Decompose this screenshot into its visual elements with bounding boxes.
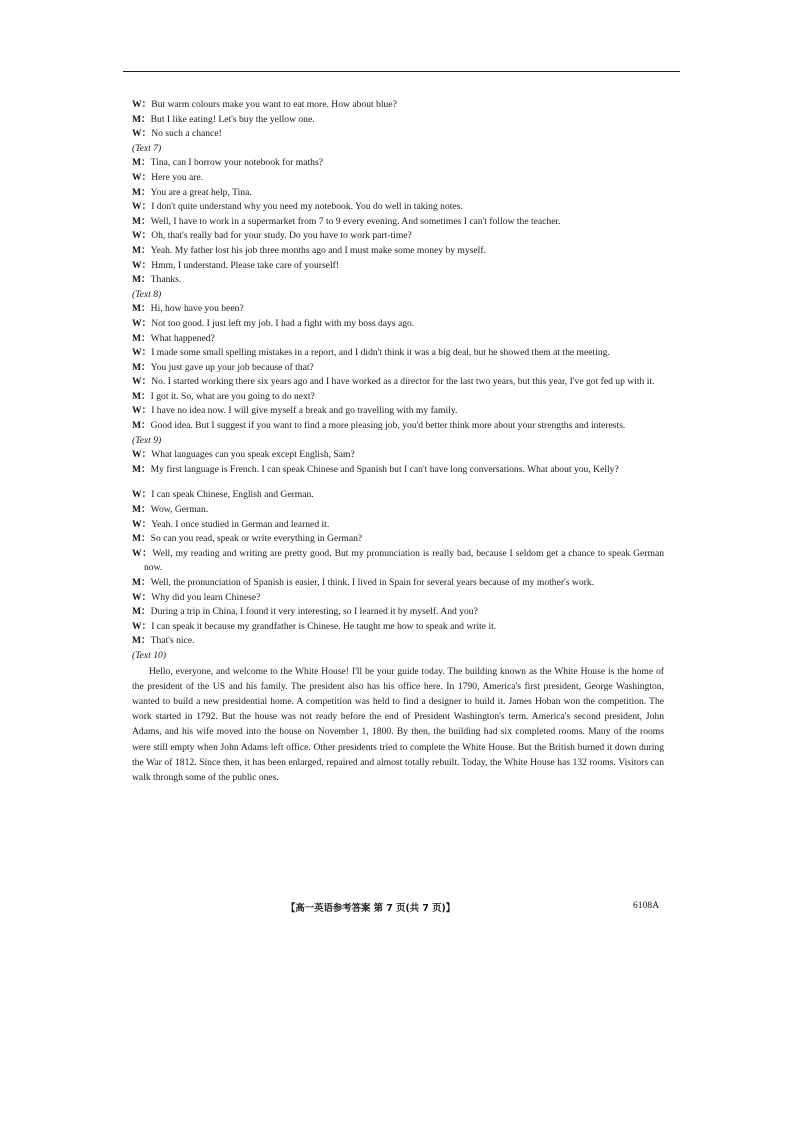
speaker-label: W： — [132, 347, 152, 359]
dialogue-line — [132, 215, 664, 230]
dialogue-line — [132, 488, 664, 503]
speaker-label: M： — [132, 420, 151, 432]
speaker-label: M： — [132, 390, 151, 402]
section-heading: (Text 10) — [132, 649, 167, 661]
dialogue-text: You just gave up your job because of that? — [150, 361, 314, 373]
dialogue-text: I have no idea now. I will give myself a break and go travelling with my family. — [151, 405, 458, 417]
speaker-label: M： — [132, 606, 151, 618]
speaker-label: M： — [132, 635, 151, 647]
dialogue-text: Well, the pronunciation of Spanish is easier, I think. I lived in Spain for several years because of my mother's work. — [150, 577, 595, 588]
dialogue-text: But warm colours make you want to eat more. How about blue? — [151, 99, 397, 110]
dialogue-text: I don't quite understand why you need my notebook. You do well in taking notes. — [151, 201, 463, 213]
speaker-label: M： — [132, 463, 151, 475]
dialogue-text: So can you read, speak or write everything in German? — [150, 533, 363, 545]
dialogue-line — [132, 332, 664, 347]
monologue-paragraph: Hello, everyone, and welcome to the White House! I'll be your guide today. The building known as the White House is the home of the president of the US and his family. The president also has his office here. In 1790, America's first president, George Washington, wanted to build a new presidential home. A competition was held to find a designer to build it. James Hoban won the competition. The work started in 1792. But the house was not ready before the end of President Washington's term. America's second president, John Adams, and his wife moved into the house on November 1, 1800. By then, the building had six completed rooms. Many of the rooms were still empty when John Adams left office. Other presidents tried to complete the White House. But the British burned it down during the War of 1812. Since then, it has been enlarged, repaired and almost totally rebuilt. Today, the White House has 132 rooms. Visitors can walk through some of the public ones. — [132, 665, 664, 783]
dialogue-text: Yeah. My father lost his job three months ago and I must make some money by myself. — [150, 244, 486, 256]
dialogue-text: I made some small spelling mistakes in a report, and I didn't think it was a big deal, but he showed them at the meeting. — [151, 347, 610, 359]
speaker-label: M： — [132, 332, 151, 344]
dialogue-text: But I like eating! Let's buy the yellow one. — [150, 113, 315, 125]
speaker-label: W： — [132, 128, 152, 140]
section-heading: (Text 7) — [132, 142, 162, 154]
dialogue-text: Hi, how have you been? — [150, 303, 244, 315]
speaker-label: W： — [132, 489, 152, 501]
speaker-label: M： — [132, 533, 151, 545]
dialogue-line — [132, 259, 664, 274]
dialogue-text: During a trip in China, I found it very interesting, so I learned it by myself. And you? — [150, 606, 478, 618]
speaker-label: M： — [132, 504, 151, 516]
speaker-label: M： — [132, 361, 151, 373]
speaker-label: W： — [132, 449, 152, 461]
footer-page-info: 【高一英语参考答案 第 7 页(共 7 页)】 — [286, 903, 456, 914]
section-heading: (Text 8) — [132, 288, 162, 300]
speaker-label: W： — [132, 518, 152, 530]
dialogue-text: Wow, German. — [150, 504, 209, 516]
speaker-label: M： — [132, 303, 151, 315]
page-body — [132, 98, 664, 785]
speaker-label: M： — [132, 244, 151, 256]
top-rule — [123, 71, 680, 72]
dialogue-line — [132, 229, 664, 244]
dialogue-text: I can speak Chinese, English and German. — [151, 489, 314, 501]
dialogue-text: Oh, that's really bad for your study. Do you have to work part-time? — [151, 230, 412, 242]
dialogue-line — [132, 113, 664, 128]
dialogue-line — [132, 503, 664, 518]
dialogue-line — [132, 547, 664, 576]
dialogue-line — [132, 605, 664, 620]
dialogue-line — [132, 244, 664, 259]
dialogue-text: Well, my reading and writing are pretty good. But my pronunciation is really bad, because I seldom get a chance to speak German now. — [144, 547, 665, 574]
dialogue-text: Good idea. But I suggest if you want to find a more pleasing job, you'd better think more about your strengths and interests. — [150, 420, 626, 432]
dialogue-line — [132, 620, 664, 635]
dialogue-line — [132, 419, 664, 434]
dialogue-line — [132, 200, 664, 215]
speaker-label: W： — [132, 259, 152, 271]
speaker-label: M： — [132, 215, 151, 227]
dialogue-line — [132, 448, 664, 463]
speaker-label: W： — [132, 591, 152, 603]
dialogue-text: What languages can you speak except English, Sam? — [151, 449, 355, 461]
speaker-label: M： — [132, 186, 151, 198]
dialogue-text: No. I started working there six years ago and I have worked as a director for the last two years, but this year, I've got fed up with it. — [151, 376, 655, 388]
speaker-label: W： — [132, 317, 152, 329]
dialogue-line — [132, 361, 664, 376]
dialogue-line — [132, 171, 664, 186]
dialogue-text: I got it. So, what are you going to do next? — [150, 390, 315, 402]
speaker-label: W： — [132, 376, 152, 388]
speaker-label: M： — [132, 157, 151, 169]
dialogue-text: Thanks. — [150, 274, 182, 286]
page-footer — [0, 900, 800, 914]
dialogue-text: No such a chance! — [151, 128, 222, 140]
dialogue-line — [132, 404, 664, 419]
speaker-label: W： — [132, 201, 152, 213]
dialogue-text: My first language is French. I can speak Chinese and Spanish but I can't have long conversations. What about you, Kelly? — [150, 463, 619, 475]
speaker-label: W： — [132, 230, 152, 242]
dialogue-text: Hmm, I understand. Please take care of yourself! — [151, 259, 339, 271]
speaker-label: W： — [132, 171, 152, 183]
speaker-label: W： — [132, 99, 152, 110]
dialogue-text: You are a great help, Tina. — [150, 186, 252, 198]
speaker-label: M： — [132, 274, 151, 286]
dialogue-line — [132, 375, 664, 390]
dialogue-text: Here you are. — [151, 171, 204, 183]
dialogue-line — [132, 463, 664, 478]
dialogue-line — [132, 390, 664, 405]
footer-code: 6108A — [633, 900, 660, 911]
dialogue-text: Yeah. I once studied in German and learned it. — [151, 518, 330, 530]
dialogue-text: That's nice. — [150, 635, 195, 647]
speaker-label: W： — [132, 620, 152, 632]
dialogue-text: Why did you learn Chinese? — [151, 591, 261, 603]
dialogue-text: I can speak it because my grandfather is Chinese. He taught me how to speak and write it. — [151, 620, 497, 632]
dialogue-line — [132, 302, 664, 317]
dialogue-line — [132, 186, 664, 201]
dialogue-text: What happened? — [150, 332, 215, 344]
dialogue-line — [132, 346, 664, 361]
dialogue-line — [132, 532, 664, 547]
speaker-label: W： — [132, 547, 153, 559]
dialogue-text: Not too good. I just left my job. I had a fight with my boss days ago. — [151, 317, 415, 329]
dialogue-text: Well, I have to work in a supermarket from 7 to 9 every evening. And sometimes I can't follow the teacher. — [150, 215, 561, 227]
dialogue-line — [132, 317, 664, 332]
dialogue-line — [132, 273, 664, 288]
speaker-label: M： — [132, 113, 151, 125]
dialogue-line — [132, 98, 664, 113]
dialogue-line — [132, 634, 664, 649]
speaker-label: W： — [132, 405, 152, 417]
dialogue-line — [132, 518, 664, 533]
dialogue-line — [132, 591, 664, 606]
speaker-label: M： — [132, 577, 151, 588]
dialogue-line — [132, 576, 664, 591]
dialogue-line — [132, 156, 664, 171]
dialogue-line — [132, 127, 664, 142]
section-heading: (Text 9) — [132, 434, 162, 446]
dialogue-text: Tina, can I borrow your notebook for maths? — [150, 157, 323, 169]
